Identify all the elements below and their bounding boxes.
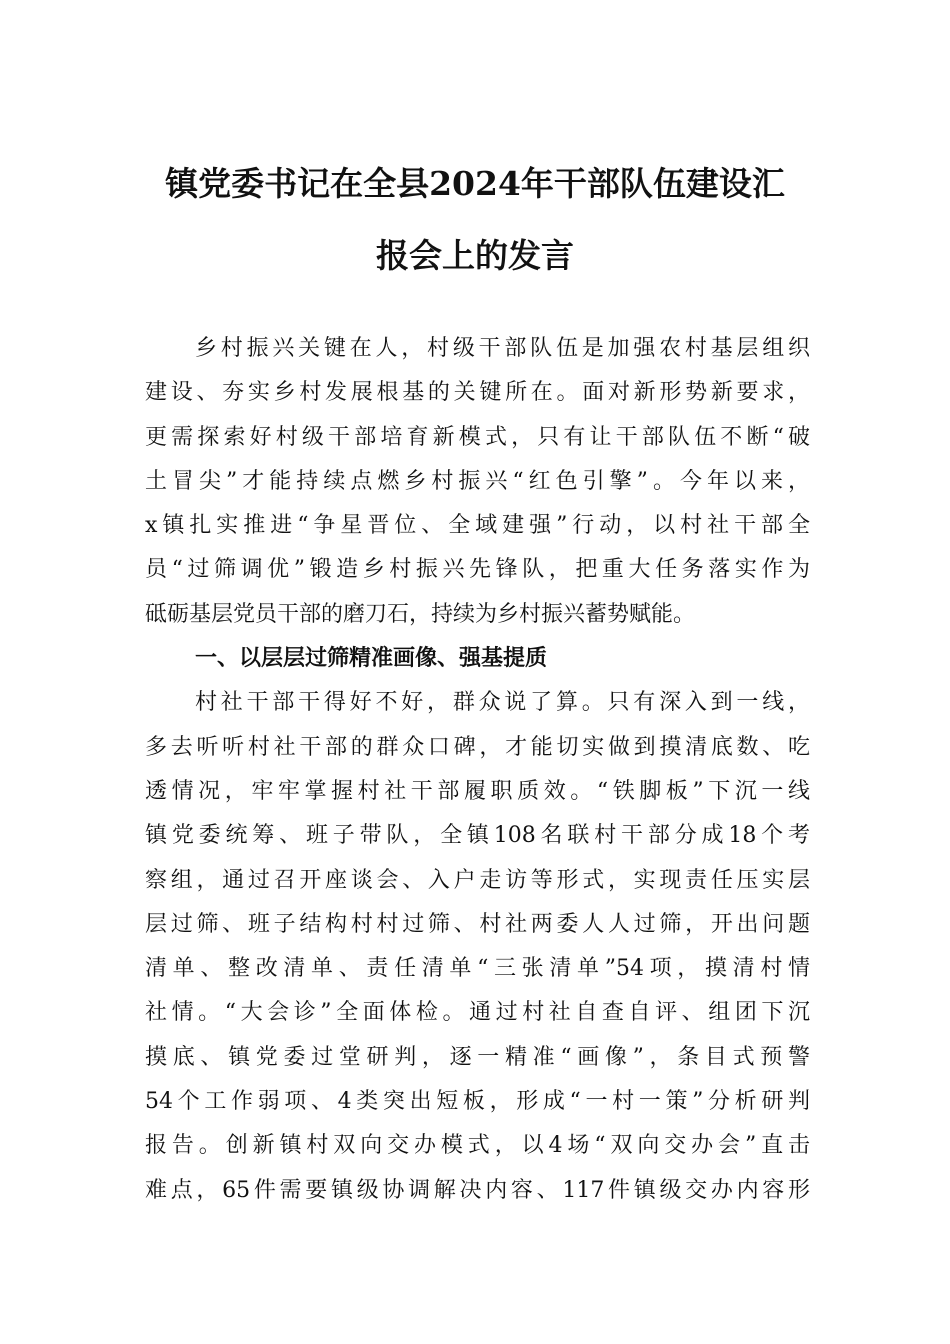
paragraph-1-line: 建设、夯实乡村发展根基的关键所在。面对新形势新要求， xyxy=(145,380,810,406)
paragraph-2-line: 社情。“大会诊”全面体检。通过村社自查自评、组团下沉 xyxy=(145,1000,810,1026)
document-title-line-2: 报会上的发言 xyxy=(376,236,574,275)
paragraph-1-line: x镇扎实推进“争星晋位、全域建强”行动，以村社干部全 xyxy=(145,513,810,539)
paragraph-2-line: 难点，65件需要镇级协调解决内容、117件镇级交办内容形 xyxy=(145,1177,810,1203)
paragraph-1-line: 土冒尖”才能持续点燃乡村振兴“红色引擎”。今年以来， xyxy=(145,468,810,494)
paragraph-2-line: 54个工作弱项、4类突出短板，形成“一村一策”分析研判 xyxy=(145,1089,810,1115)
paragraph-2-line: 透情况，牢牢掌握村社干部履职质效。“铁脚板”下沉一线 xyxy=(145,778,810,804)
paragraph-2-line: 报告。创新镇村双向交办模式，以4场“双向交办会”直击 xyxy=(145,1133,810,1159)
paragraph-2-line: 层过筛、班子结构村村过筛、村社两委人人过筛，开出问题 xyxy=(145,911,810,937)
section-heading-1: 一、以层层过筛精准画像、强基提质 xyxy=(195,646,548,672)
paragraph-2-line: 村社干部干得好不好，群众说了算。只有深入到一线， xyxy=(195,690,810,716)
paragraph-2-line: 摸底、镇党委过堂研判，逐一精准“画像”，条目式预警 xyxy=(145,1044,810,1070)
document-title-line-1: 镇党委书记在全县2024年干部队伍建设汇 xyxy=(165,164,785,203)
paragraph-1-line: 乡村振兴关键在人，村级干部队伍是加强农村基层组织 xyxy=(195,336,810,361)
paragraph-2-line: 察组，通过召开座谈会、入户走访等形式，实现责任压实层 xyxy=(145,867,810,893)
paragraph-1-line: 员“过筛调优”锻造乡村振兴先锋队，把重大任务落实作为 xyxy=(145,557,810,583)
paragraph-2-line: 清单、整改清单、责任清单“三张清单”54项，摸清村情 xyxy=(145,956,810,982)
paragraph-2-line: 多去听听村社干部的群众口碑，才能切实做到摸清底数、吃 xyxy=(145,734,810,760)
paragraph-1-line: 砥砺基层党员干部的磨刀石，持续为乡村振兴蓄势赋能。 xyxy=(145,601,696,627)
paragraph-1-line: 更需探索好村级干部培育新模式，只有让干部队伍不断“破 xyxy=(145,424,810,450)
paragraph-2-line: 镇党委统筹、班子带队，全镇108名联村干部分成18个考 xyxy=(145,823,810,849)
document-body xyxy=(145,327,810,1213)
